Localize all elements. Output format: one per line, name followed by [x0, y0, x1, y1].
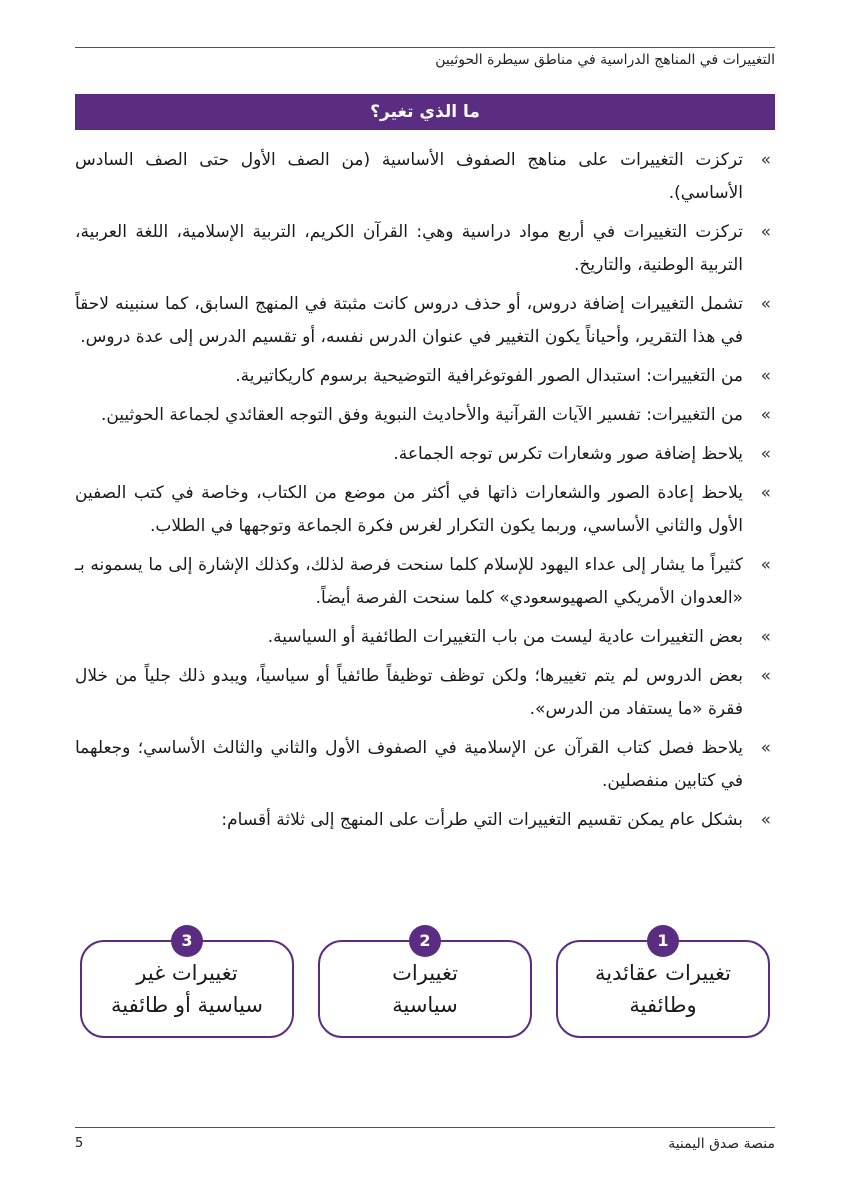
- list-item: [75, 399, 775, 432]
- category-number-badge: 1: [647, 925, 679, 957]
- list-item-text: من التغييرات: استبدال الصور الفوتوغرافية التوضيحية برسوم كاريكاتيرية.: [235, 366, 743, 386]
- list-item: [75, 216, 775, 282]
- page-number: 5: [75, 1136, 84, 1151]
- list-item-text: يلاحظ إعادة الصور والشعارات ذاتها في أكثر من موضع من الكتاب، وخاصة في كتب الصفين الأول والثاني الأساسي، وربما يكون التكرار لغرس فكرة الجماعة وتوجهها في الطلاب.: [75, 483, 743, 536]
- category-label: تغييرات غير سياسية أو طائفية: [110, 961, 264, 1017]
- footer-source: منصة صدق اليمنية: [668, 1136, 775, 1152]
- header-rule: [75, 47, 775, 48]
- list-item: [75, 621, 775, 654]
- category-card-3: [80, 931, 294, 1038]
- list-item-text: كثيراً ما يشار إلى عداء اليهود للإسلام كلما سنحت فرصة لذلك، وكذلك الإشارة إلى ما يسمونه بـ «العدوان الأمريكي الصهيوسعودي» كلما سنحت الفرصة أيضاً.: [75, 555, 743, 608]
- list-item-text: تركزت التغييرات على مناهج الصفوف الأساسية (من الصف الأول حتى الصف السادس الأساسي).: [75, 150, 743, 203]
- chevron-bullet-icon: »: [760, 294, 771, 314]
- change-categories: [80, 931, 770, 1040]
- chevron-bullet-icon: »: [760, 150, 771, 170]
- chevron-bullet-icon: »: [760, 555, 771, 575]
- category-label: تغييرات عقائدية وطائفية: [594, 961, 732, 1017]
- section-banner: [75, 94, 775, 130]
- category-label: تغييرات سياسية: [392, 961, 458, 1017]
- list-item: [75, 804, 775, 837]
- list-item-text: يلاحظ فصل كتاب القرآن عن الإسلامية في الصفوف الأول والثاني والثالث الأساسي؛ وجعلهما في كتابين منفصلين.: [75, 738, 743, 791]
- category-number-badge: 3: [171, 925, 203, 957]
- chevron-bullet-icon: »: [760, 366, 771, 386]
- section-title: ما الذي تغير؟: [370, 102, 480, 122]
- running-header: التغييرات في المناهج الدراسية في مناطق سيطرة الحوثيين: [435, 52, 775, 68]
- chevron-bullet-icon: »: [760, 444, 771, 464]
- list-item: [75, 438, 775, 471]
- category-card-2: [318, 931, 532, 1038]
- list-item-text: يلاحظ إضافة صور وشعارات تكرس توجه الجماعة.: [393, 444, 743, 464]
- chevron-bullet-icon: »: [760, 666, 771, 686]
- list-item-text: تشمل التغييرات إضافة دروس، أو حذف دروس كانت مثبتة في المنهج السابق، كما سنبينه لاحقاً في هذا التقرير، وأحياناً يكون التغيير في عنوان الدرس نفسه، أو تقسيم الدرس إلى عدة دروس.: [75, 294, 743, 347]
- list-item: [75, 477, 775, 543]
- chevron-bullet-icon: »: [760, 222, 771, 242]
- category-card-1: [556, 931, 770, 1038]
- list-item-text: بعض التغييرات عادية ليست من باب التغييرات الطائفية أو السياسية.: [267, 627, 743, 647]
- list-item: [75, 144, 775, 210]
- list-item: [75, 732, 775, 798]
- bullet-list: [75, 144, 775, 843]
- list-item: [75, 549, 775, 615]
- list-item-text: تركزت التغييرات في أربع مواد دراسية وهي: القرآن الكريم، التربية الإسلامية، اللغة العربية، التربية الوطنية، والتاريخ.: [75, 222, 743, 275]
- chevron-bullet-icon: »: [760, 810, 771, 830]
- footer-rule: [75, 1127, 775, 1128]
- chevron-bullet-icon: »: [760, 405, 771, 425]
- list-item-text: بعض الدروس لم يتم تغييرها؛ ولكن توظف توظيفاً طائفياً أو سياسياً، ويبدو ذلك جلياً من خلال فقرة «ما يستفاد من الدرس».: [75, 666, 743, 719]
- list-item-text: من التغييرات: تفسير الآيات القرآنية والأحاديث النبوية وفق التوجه العقائدي لجماعة الحوثيين.: [100, 405, 743, 425]
- list-item: [75, 288, 775, 354]
- chevron-bullet-icon: »: [760, 627, 771, 647]
- list-item-text: بشكل عام يمكن تقسيم التغييرات التي طرأت على المنهج إلى ثلاثة أقسام:: [221, 810, 743, 830]
- chevron-bullet-icon: »: [760, 483, 771, 503]
- list-item: [75, 360, 775, 393]
- category-number-badge: 2: [409, 925, 441, 957]
- list-item: [75, 660, 775, 726]
- chevron-bullet-icon: »: [760, 738, 771, 758]
